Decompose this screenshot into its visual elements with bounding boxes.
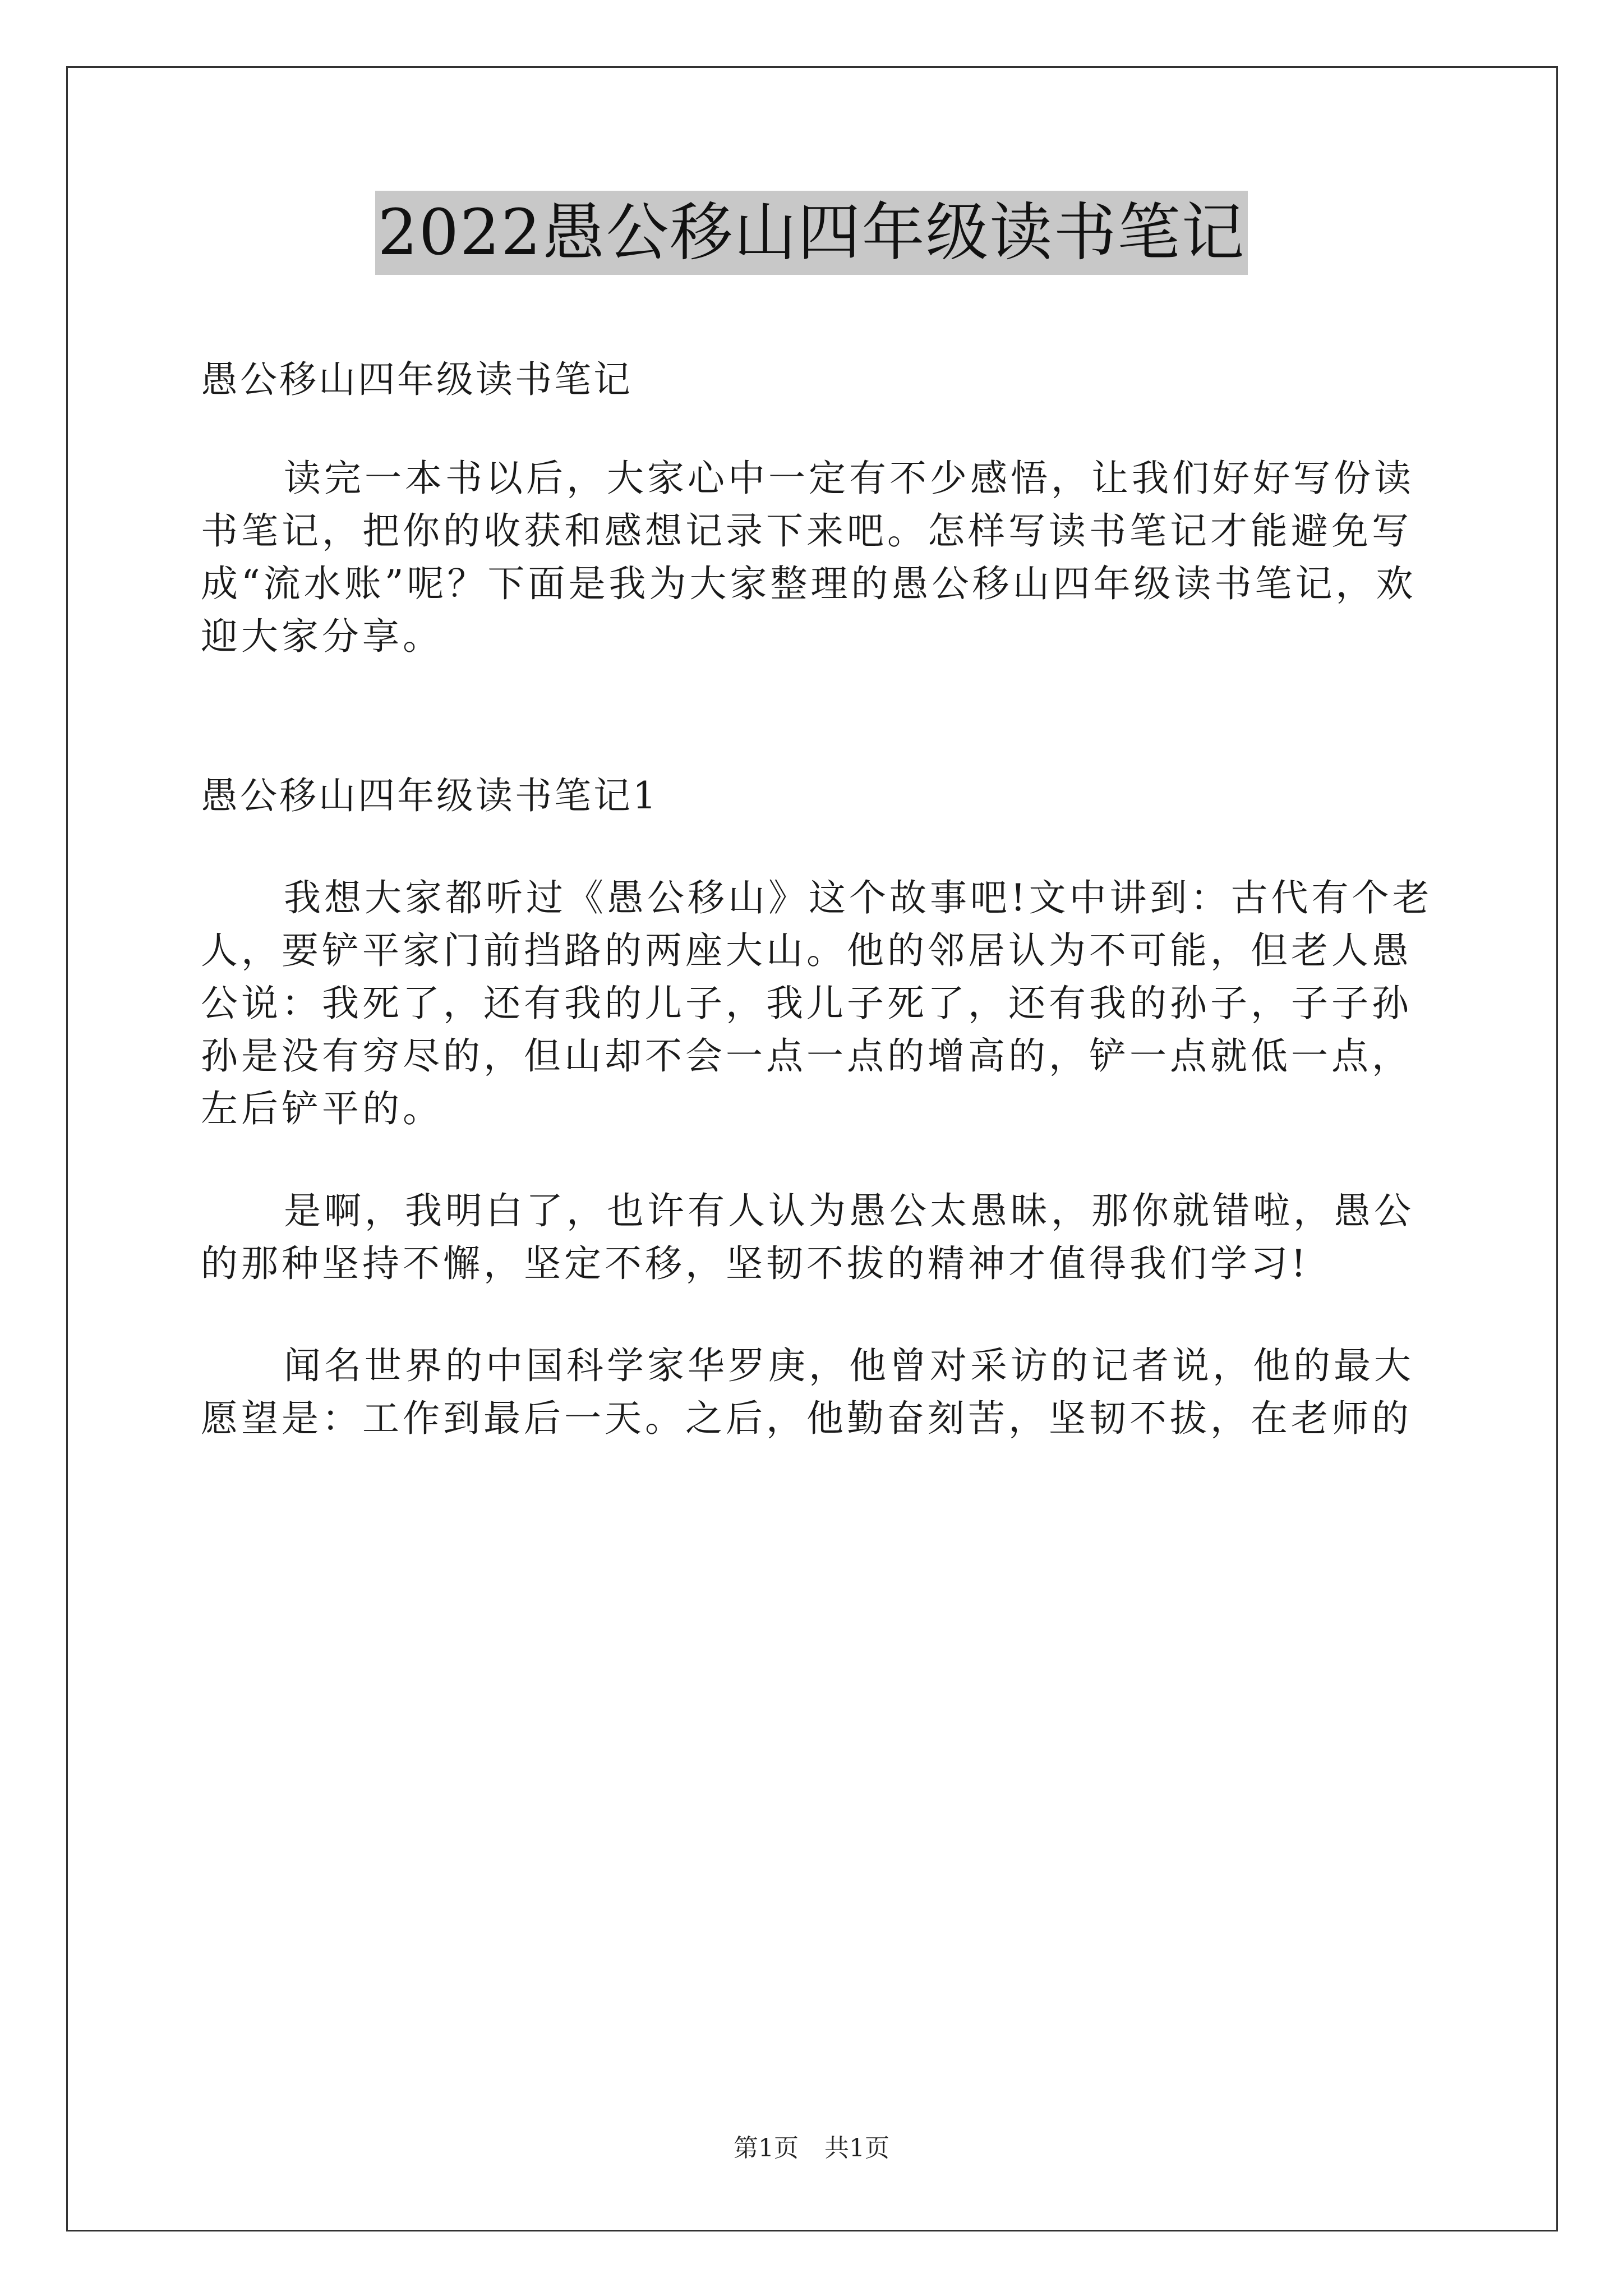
document-body bbox=[201, 314, 1435, 1445]
page-number-total: 共1页 bbox=[824, 2134, 889, 2162]
document-title: 2022愚公移山四年级读书笔记 bbox=[375, 191, 1247, 275]
page-number-current: 第1页 bbox=[734, 2134, 799, 2162]
document-subtitle: 愚公移山四年级读书笔记 bbox=[201, 358, 633, 401]
page-footer bbox=[0, 2132, 1623, 2165]
section-heading: 愚公移山四年级读书笔记1 bbox=[201, 774, 658, 817]
title-container bbox=[0, 191, 1623, 275]
body-paragraph-2: 是啊，我明白了，也许有人认为愚公太愚昧，那你就错啦，愚公的那种坚持不懈，坚定不移，坚韧不拔的精神才值得我们学习! bbox=[201, 1189, 1414, 1285]
body-paragraph-3: 闻名世界的中国科学家华罗庚，他曾对采访的记者说，他的最大愿望是：工作到最后一天。之后，他勤奋刻苦，坚韧不拔，在老师的 bbox=[201, 1344, 1414, 1440]
body-paragraph-1: 我想大家都听过《愚公移山》这个故事吧!文中讲到：古代有个老人，要铲平家门前挡路的两座大山。他的邻居认为不可能，但老人愚公说：我死了，还有我的儿子，我儿子死了，还有我的孙子，子子孙孙是没有穷尽的，但山却不会一点一点的增高的，铲一点就低一点，左后铲平的。 bbox=[201, 876, 1433, 1130]
intro-paragraph: 读完一本书以后，大家心中一定有不少感悟，让我们好好写份读书笔记，把你的收获和感想记录下来吧。怎样写读书笔记才能避免写成“流水账”呢？下面是我为大家整理的愚公移山四年级读书笔记，欢迎大家分享。 bbox=[201, 457, 1417, 658]
